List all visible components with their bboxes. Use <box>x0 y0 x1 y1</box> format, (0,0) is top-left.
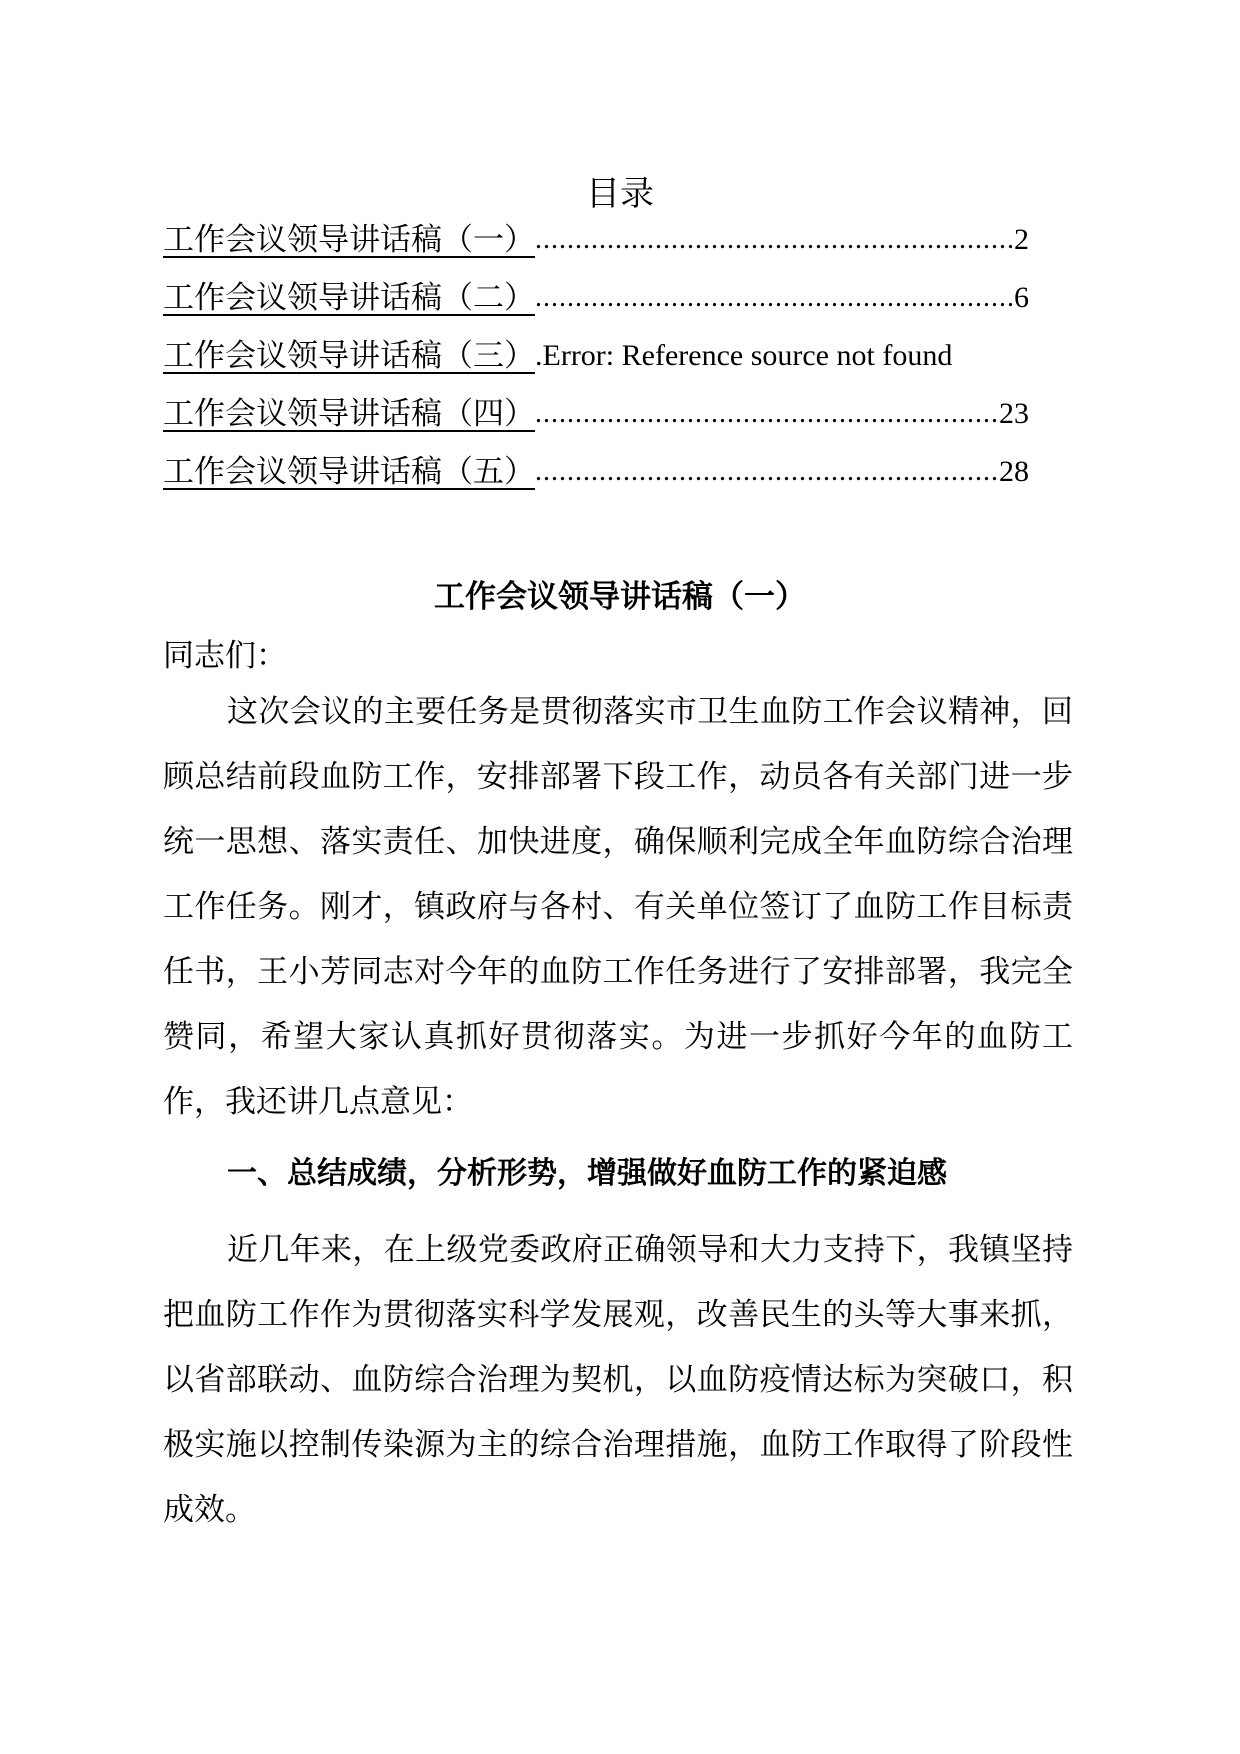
body-paragraph: 这次会议的主要任务是贯彻落实市卫生血防工作会议精神，回顾总结前段血防工作，安排部署下段工作，动员各有关部门进一步统一思想、落实责任、加快进度，确保顺利完成全年血防综合治理工作任务。刚才，镇政府与各村、有关单位签订了血防工作目标责任书，王小芳同志对今年的血防工作任务进行了安排部署，我完全赞同，希望大家认真抓好贯彻落实。为进一步抓好今年的血防工作，我还讲几点意见： <box>163 694 1073 1120</box>
toc-entry-label[interactable]: 工作会议领导讲话稿（一） <box>163 222 535 258</box>
toc-leader-dots <box>535 220 1014 260</box>
body-paragraph: 近几年来，在上级党委政府正确领导和大力支持下，我镇坚持把血防工作作为贯彻落实科学发展观，改善民生的头等大事来抓，以省部联动、血防综合治理为契机，以血防疫情达标为突破口，积极实施以控制传染源为主的综合治理措施，血防工作取得了阶段性成效。 <box>163 1232 1073 1528</box>
toc-entry-label[interactable]: 工作会议领导讲话稿（三） <box>163 338 535 374</box>
toc-page-number: 6 <box>1014 281 1029 314</box>
toc-entry-5[interactable] <box>163 446 1029 492</box>
salutation: 同志们： <box>163 638 287 674</box>
toc-entry-2[interactable] <box>163 272 1029 318</box>
toc-leader-dots <box>535 278 1014 318</box>
toc-leader-dots <box>535 452 999 492</box>
section-heading: 一、总结成绩，分析形势，增强做好血防工作的紧迫感 <box>227 1156 947 1191</box>
toc-title: 目录 <box>586 174 654 214</box>
toc-entry-3[interactable] <box>163 330 1029 376</box>
document-title: 工作会议领导讲话稿（一） <box>434 579 806 615</box>
toc-entry-1[interactable] <box>163 214 1029 260</box>
toc-entry-4[interactable] <box>163 388 1029 434</box>
toc-page-number: 28 <box>999 455 1029 488</box>
toc-entry-label[interactable]: 工作会议领导讲话稿（四） <box>163 396 535 432</box>
toc-page-number: .Error: Reference source not found <box>535 339 953 372</box>
toc-leader-dots <box>535 394 999 434</box>
toc-page-number: 2 <box>1014 223 1029 256</box>
toc-entry-label[interactable]: 工作会议领导讲话稿（五） <box>163 454 535 490</box>
toc-entry-label[interactable]: 工作会议领导讲话稿（二） <box>163 280 535 316</box>
toc-page-number: 23 <box>999 397 1029 430</box>
